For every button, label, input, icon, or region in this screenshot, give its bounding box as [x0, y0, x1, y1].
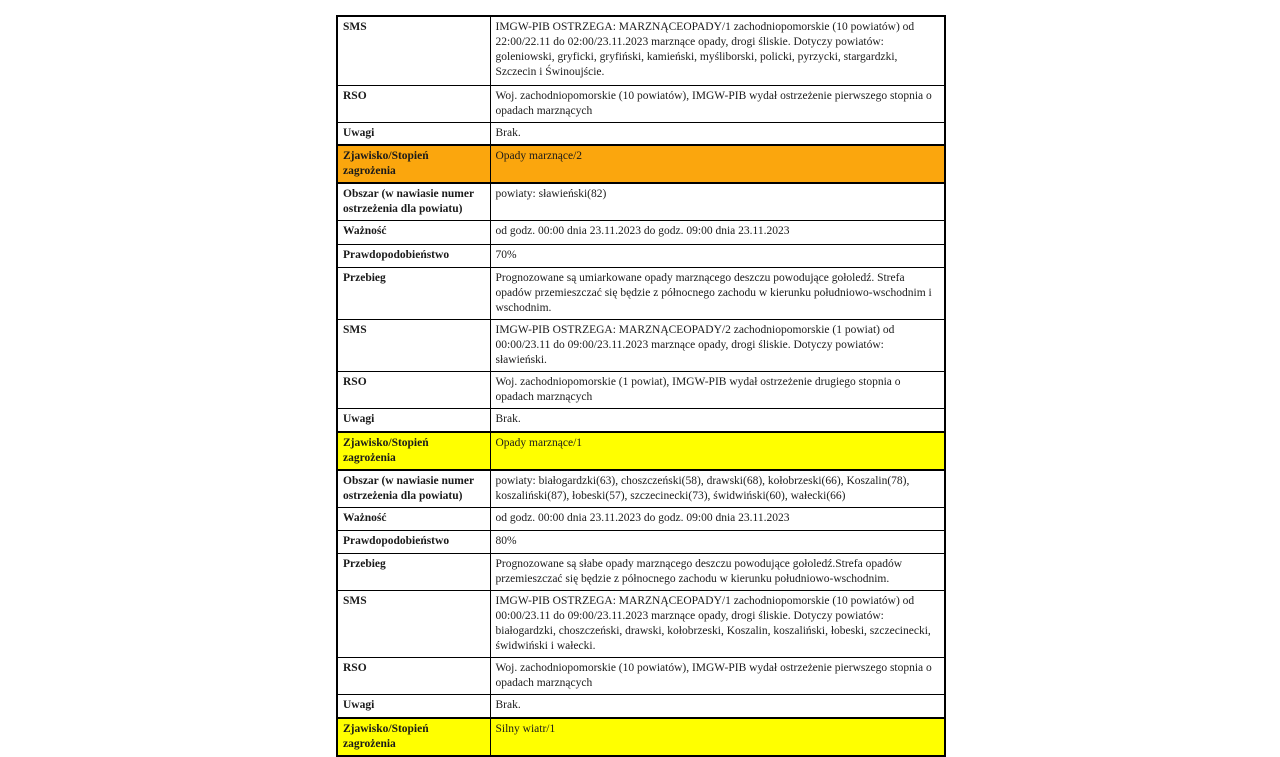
row-value-cell: Woj. zachodniopomorskie (10 powiatów), IMGW-PIB wydał ostrzeżenie pierwszego stopnia o opadach marznących	[490, 85, 945, 122]
table-row	[337, 409, 945, 432]
row-value-cell: Woj. zachodniopomorskie (1 powiat), IMGW-PIB wydał ostrzeżenie drugiego stopnia o opadach marznących	[490, 372, 945, 409]
row-value-cell: powiaty: sławieński(82)	[490, 183, 945, 221]
table-row	[337, 268, 945, 320]
row-value-cell: IMGW-PIB OSTRZEGA: MARZNĄCEOPADY/1 zachodniopomorskie (10 powiatów) od 00:00/23.11 do 09:00/23.11.2023 marznące opady, drogi śliskie. Dotyczy powiatów: białogardzki, choszczeński, drawski, kołobrzeski, Koszalin, koszaliński, łobeski, szczecinecki, świdwiński i wałecki.	[490, 590, 945, 657]
table-row	[337, 657, 945, 694]
row-label-cell: RSO	[337, 657, 490, 694]
row-label-cell: Prawdopodobieństwo	[337, 245, 490, 268]
row-label-cell: Ważność	[337, 221, 490, 245]
row-label-cell: Przebieg	[337, 553, 490, 590]
table-row	[337, 183, 945, 221]
table-row	[337, 590, 945, 657]
row-label-cell: Uwagi	[337, 694, 490, 718]
row-label-cell: Ważność	[337, 507, 490, 530]
row-label-cell: SMS	[337, 16, 490, 85]
row-label-cell: Uwagi	[337, 409, 490, 432]
table-row	[337, 432, 945, 470]
row-label-cell: Obszar (w nawiasie numer ostrzeżenia dla powiatu)	[337, 470, 490, 508]
row-value-cell: IMGW-PIB OSTRZEGA: MARZNĄCEOPADY/1 zachodniopomorskie (10 powiatów) od 22:00/22.11 do 02:00/23.11.2023 marznące opady, drogi śliskie. Dotyczy powiatów: goleniowski, gryficki, gryfiński, kamieński, myśliborski, policki, pyrzycki, stargardzki, Szczecin i Świnoujście.	[490, 16, 945, 85]
row-value-cell: Silny wiatr/1	[490, 718, 945, 756]
row-label-cell: Uwagi	[337, 122, 490, 145]
row-label-cell: Prawdopodobieństwo	[337, 530, 490, 553]
table-row	[337, 553, 945, 590]
table-row	[337, 85, 945, 122]
row-value-cell: Opady marznące/1	[490, 432, 945, 470]
row-value-cell: Woj. zachodniopomorskie (10 powiatów), IMGW-PIB wydał ostrzeżenie pierwszego stopnia o opadach marznących	[490, 657, 945, 694]
table-row	[337, 16, 945, 85]
row-value-cell: powiaty: białogardzki(63), choszczeński(58), drawski(68), kołobrzeski(66), Koszalin(78), koszaliński(87), łobeski(57), szczecinecki(73), świdwiński(60), wałecki(66)	[490, 470, 945, 508]
row-value-cell: 70%	[490, 245, 945, 268]
row-value-cell: IMGW-PIB OSTRZEGA: MARZNĄCEOPADY/2 zachodniopomorskie (1 powiat) od 00:00/23.11 do 09:00/23.11.2023 marznące opady, drogi śliskie. Dotyczy powiatów: sławieński.	[490, 320, 945, 372]
row-label-cell: Obszar (w nawiasie numer ostrzeżenia dla powiatu)	[337, 183, 490, 221]
row-value-cell: Prognozowane są umiarkowane opady marznącego deszczu powodujące gołoledź. Strefa opadów przemieszczać się będzie z północnego zachodu w kierunku południowo-wschodnim i wschodnim.	[490, 268, 945, 320]
warning-table-body	[337, 16, 945, 756]
row-label-cell: SMS	[337, 320, 490, 372]
table-row	[337, 122, 945, 145]
table-row	[337, 221, 945, 245]
warning-table	[336, 15, 946, 757]
row-value-cell: od godz. 00:00 dnia 23.11.2023 do godz. 09:00 dnia 23.11.2023	[490, 507, 945, 530]
table-row	[337, 320, 945, 372]
row-value-cell: 80%	[490, 530, 945, 553]
row-label-cell: Zjawisko/Stopień zagrożenia	[337, 718, 490, 756]
row-label-cell: RSO	[337, 85, 490, 122]
row-value-cell: Opady marznące/2	[490, 145, 945, 183]
row-value-cell: Prognozowane są słabe opady marznącego deszczu powodujące gołoledź.Strefa opadów przemieszczać się będzie z północnego zachodu w kierunku południowo-wschodnim.	[490, 553, 945, 590]
row-label-cell: Zjawisko/Stopień zagrożenia	[337, 432, 490, 470]
table-row	[337, 718, 945, 756]
table-row	[337, 470, 945, 508]
row-value-cell: od godz. 00:00 dnia 23.11.2023 do godz. 09:00 dnia 23.11.2023	[490, 221, 945, 245]
table-row	[337, 145, 945, 183]
row-label-cell: Zjawisko/Stopień zagrożenia	[337, 145, 490, 183]
row-label-cell: RSO	[337, 372, 490, 409]
row-value-cell: Brak.	[490, 409, 945, 432]
table-row	[337, 530, 945, 553]
row-label-cell: SMS	[337, 590, 490, 657]
row-value-cell: Brak.	[490, 122, 945, 145]
table-row	[337, 694, 945, 718]
table-row	[337, 507, 945, 530]
row-value-cell: Brak.	[490, 694, 945, 718]
table-row	[337, 245, 945, 268]
table-row	[337, 372, 945, 409]
row-label-cell: Przebieg	[337, 268, 490, 320]
